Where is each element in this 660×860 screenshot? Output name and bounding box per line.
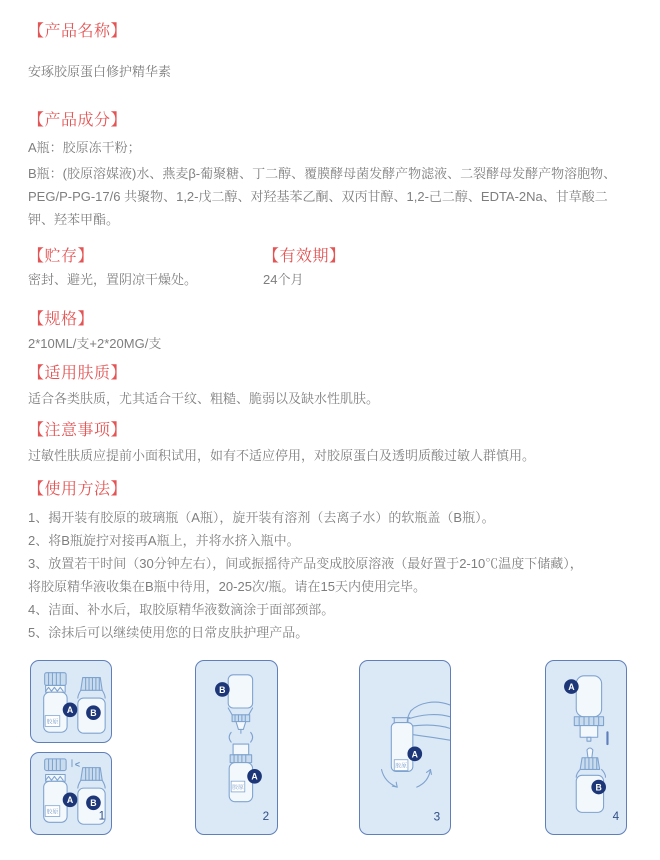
vial-a-illustration — [44, 673, 78, 733]
attach-bottles-illustration — [196, 661, 277, 834]
bottle-a-badge-letter: A — [568, 681, 575, 692]
figure-step-number: 3 — [433, 810, 441, 824]
vial-a-inverted-illustration — [564, 676, 604, 741]
section-title-skin-type: 【适用肤质】 — [28, 365, 128, 382]
usage-figure-step-1 — [30, 752, 112, 835]
unscrew-caps-illustration — [31, 753, 111, 834]
spec-text: 2*10ML/支+2*20MG/支 — [28, 336, 162, 351]
shake-bottle-illustration — [360, 661, 450, 834]
section-title-caution: 【注意事项】 — [28, 422, 128, 439]
vial-a-illustration — [44, 759, 81, 822]
bottle-a-badge-letter: A — [66, 795, 74, 806]
usage-step-1: 1、揭开装有胶原的玻璃瓶（A瓶），旋开装有溶剂（去离子水）的软瓶盖（B瓶）。 — [28, 510, 495, 525]
bottle-b-badge-letter: B — [90, 708, 97, 719]
usage-step-5: 5、涂抹后可以继续使用您的日常皮肤护理产品。 — [28, 625, 309, 640]
detach-bottles-illustration — [546, 661, 626, 834]
usage-figures-row — [28, 660, 632, 835]
usage-step-3: 3、放置若干时间（30分钟左右），间或振摇待产品变成胶原溶液（最好置于2-10℃温度下储藏）， — [28, 556, 583, 571]
section-title-product-name: 【产品名称】 — [28, 23, 128, 40]
vial-a-label: 胶原 — [46, 809, 59, 816]
hand-illustration — [407, 702, 450, 740]
expiry-column — [263, 247, 632, 288]
usage-step-3-continued: 将胶原精华液收集在B瓶中待用，20-25次/瓶。请在15天内使用完毕。 — [28, 579, 426, 594]
dropper-b-inverted-illustration — [215, 675, 253, 734]
usage-figure-1a — [30, 660, 112, 743]
usage-step-2: 2、将B瓶旋拧对接再A瓶上，并将水挤入瓶中。 — [28, 533, 300, 548]
skin-type-text: 适合各类肤质，尤其适合干纹、粗糙、脆弱以及缺水性肌肤。 — [28, 391, 380, 406]
usage-figure-step-2 — [195, 660, 278, 835]
bottle-b-badge-letter: B — [595, 782, 602, 793]
caution-text: 过敏性肤质应提前小面积试用，如有不适应停用，对胶原蛋白及透明质酸过敏人群慎用。 — [28, 448, 536, 463]
vial-a-label: 胶原 — [46, 719, 59, 726]
vial-a-label: 胶原 — [395, 763, 407, 770]
section-title-storage: 【贮存】 — [28, 248, 95, 265]
section-title-expiry: 【有效期】 — [263, 248, 346, 265]
bottle-b-badge-letter: B — [219, 684, 226, 695]
vial-a-label: 胶原 — [232, 784, 244, 791]
bottle-b-badge-letter: B — [90, 798, 97, 809]
bottle-a-badge-letter: A — [251, 771, 258, 782]
usage-steps-list — [28, 506, 632, 644]
unscrew-arrow-mark: < — [74, 759, 81, 770]
dropper-b-illustration — [576, 748, 606, 812]
storage-text: 密封、避光，置阴凉干燥处。 — [28, 272, 198, 287]
section-title-usage: 【使用方法】 — [28, 481, 128, 498]
product-name-text: 安琢胶原蛋白修护精华素 — [28, 64, 172, 79]
section-title-ingredients: 【产品成分】 — [28, 112, 128, 129]
ingredients-bottle-b-text: B瓶：(胶原溶媒液)水、燕麦β-葡聚糖、丁二醇、覆膜酵母菌发酵产物滤液、二裂酵母发酵产物溶胞物、PEG/P-PG-17/6 共聚物、1,2-戊二醇、对羟基苯乙酮、双丙甘醇、1,2-己二醇、EDTA-2Na、甘草酸二钾、羟苯甲酯。 — [28, 166, 617, 227]
expiry-text: 24个月 — [263, 272, 304, 287]
vial-a-illustration — [229, 744, 262, 802]
ingredients-bottle-a-text: A瓶：胶原冻干粉； — [28, 140, 141, 155]
storage-column — [28, 247, 263, 288]
figure-step-number: 2 — [262, 810, 270, 824]
usage-figure-step-3 — [359, 660, 451, 835]
shake-motion-arrows — [382, 770, 432, 788]
figure-step-number: 4 — [612, 810, 620, 824]
section-title-spec: 【规格】 — [28, 311, 95, 328]
usage-figure-step-4 — [545, 660, 627, 835]
storage-expiry-row — [28, 247, 632, 288]
usage-step-4: 4、洁面、补水后，取胶原精华液数滴涂于面部颈部。 — [28, 602, 335, 617]
bottle-a-badge-letter: A — [66, 705, 74, 716]
figure-step-number: 1 — [98, 809, 106, 823]
dropper-b-illustration — [78, 678, 105, 734]
bottles-a-b-illustration — [31, 661, 111, 742]
bottle-a-badge-letter: A — [411, 749, 418, 760]
